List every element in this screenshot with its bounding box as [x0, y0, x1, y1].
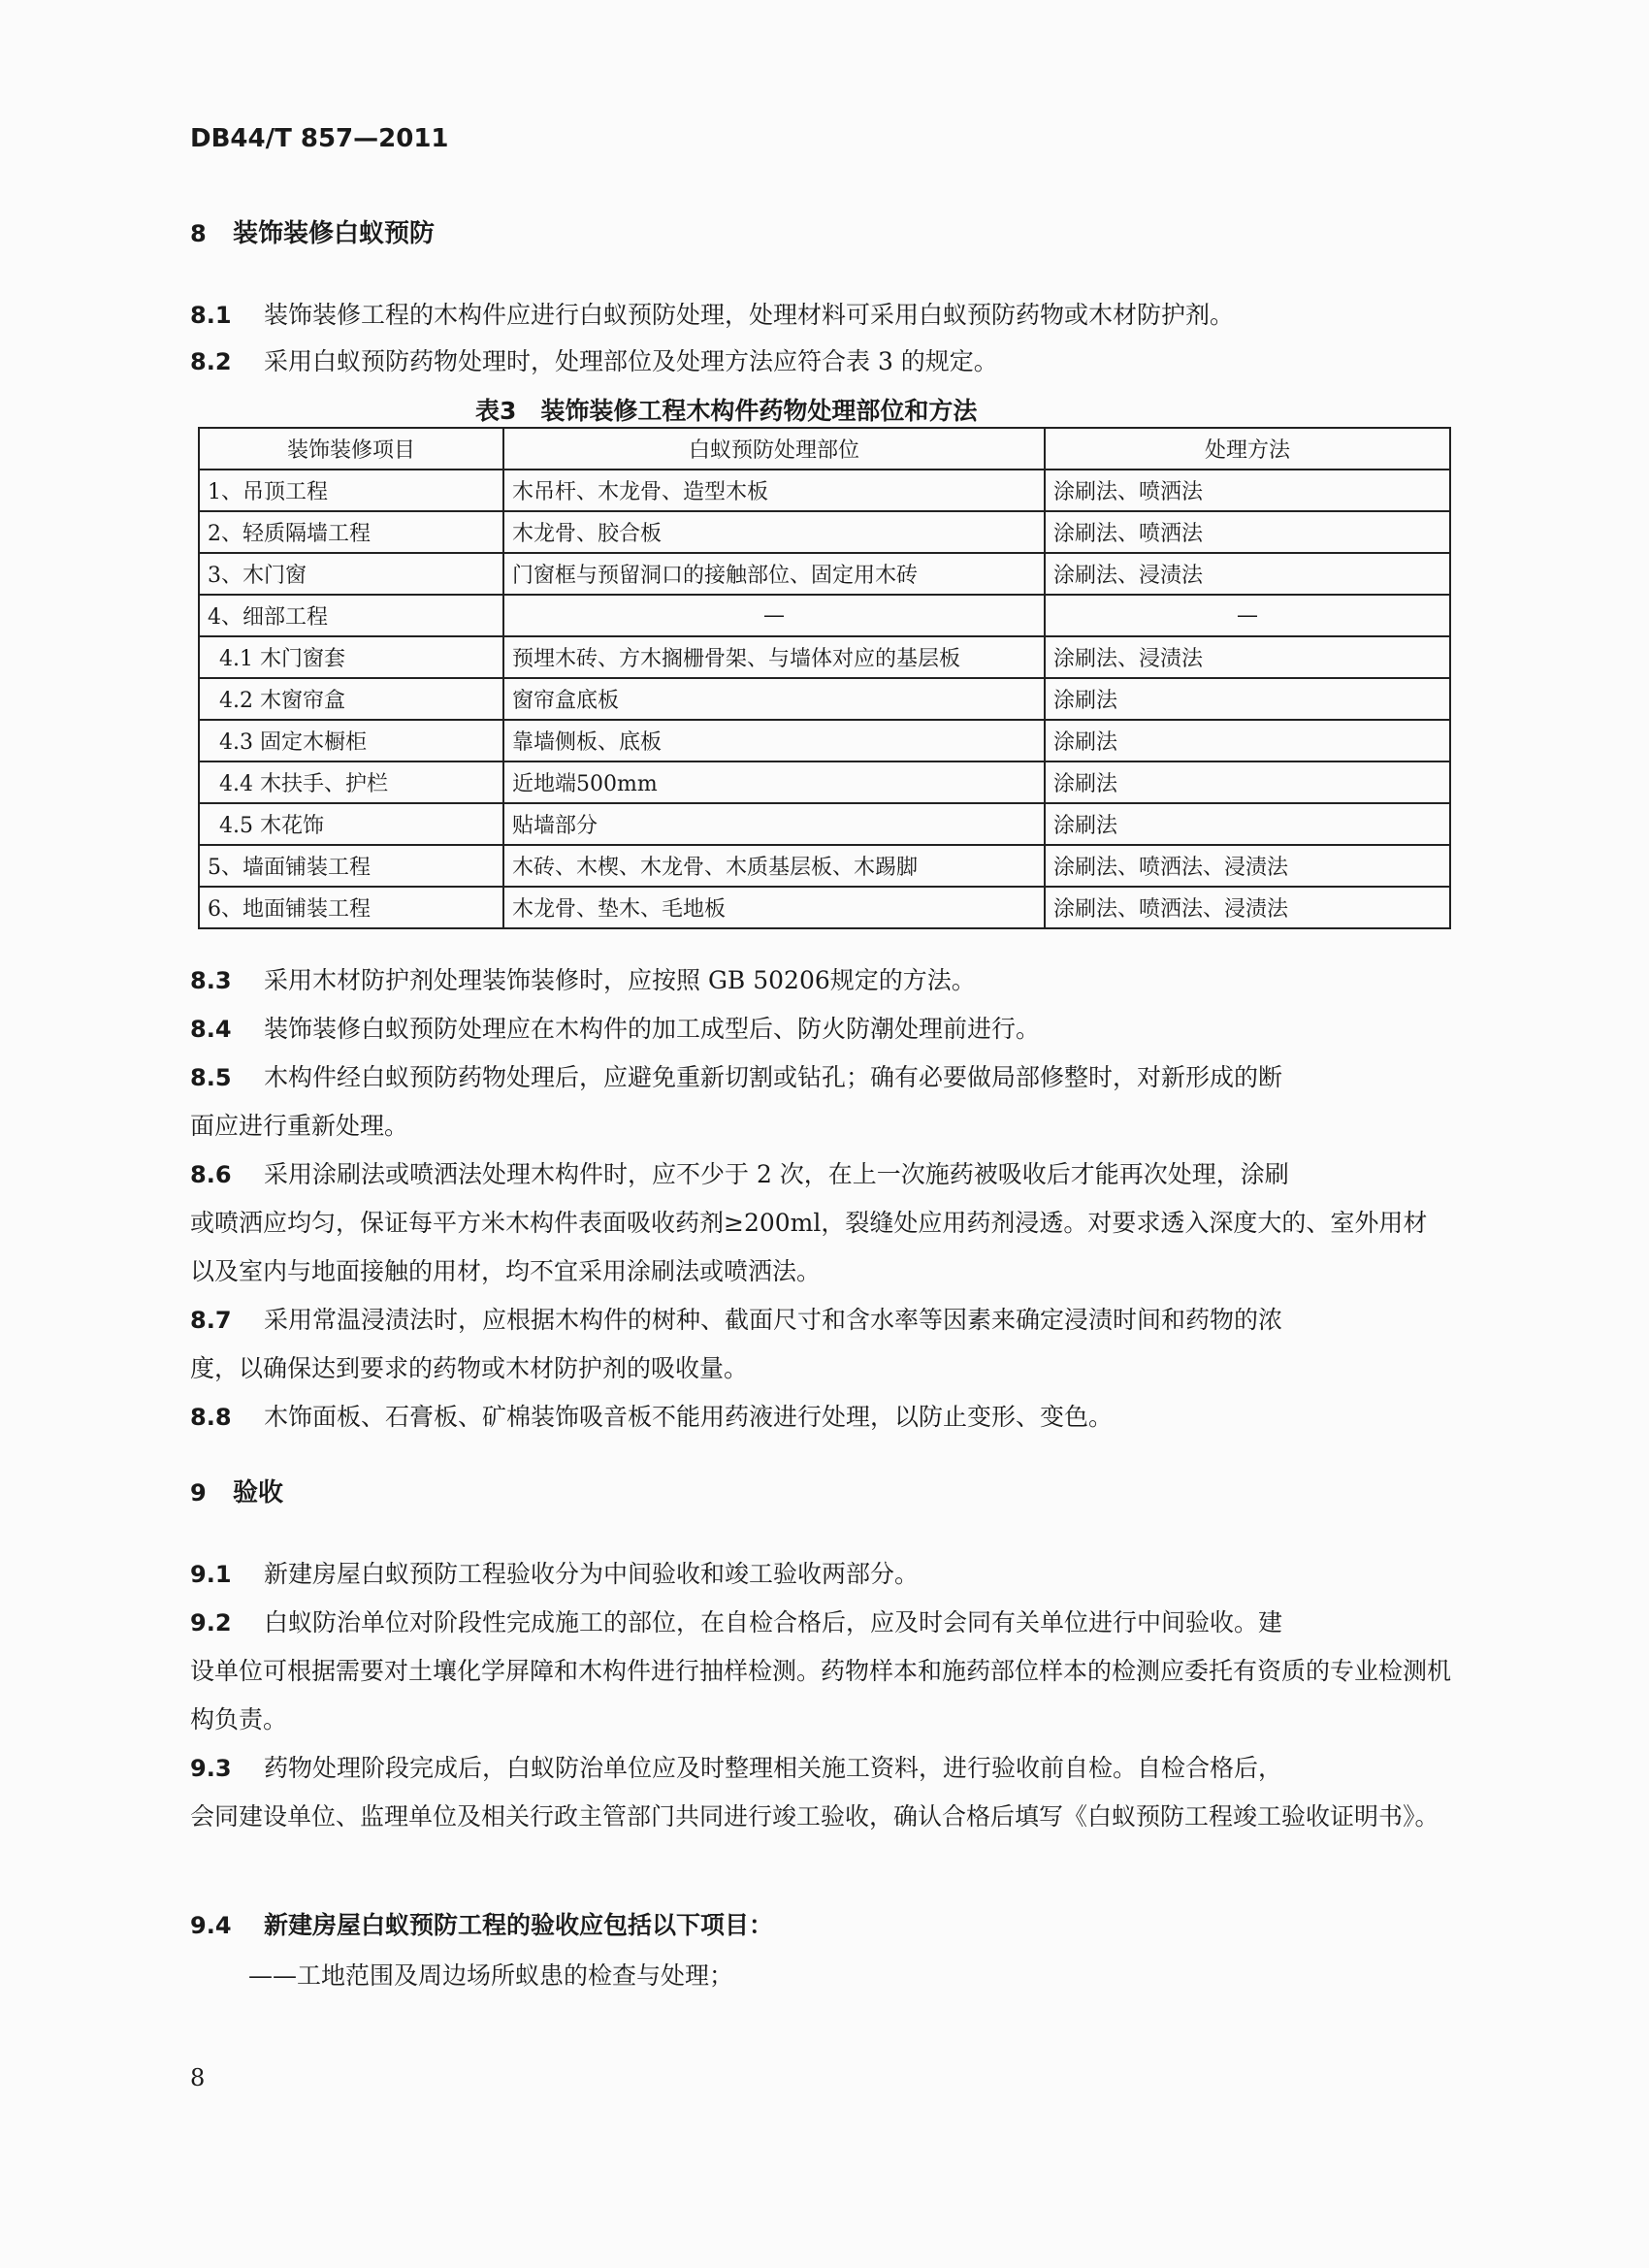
- clause-text-continued: 设单位可根据需要对土壤化学屏障和木构件进行抽样检测。药物样本和施药部位样本的检测应委托有资质的专业检测机构负责。: [190, 1657, 1452, 1733]
- clause-number: 8.3: [190, 967, 232, 994]
- table-row: [199, 636, 1450, 678]
- table-cell: 涂刷法: [1045, 678, 1450, 720]
- table-cell: 涂刷法: [1045, 761, 1450, 803]
- table-cell: 贴墙部分: [503, 803, 1045, 845]
- table-cell: 木吊杆、木龙骨、造型木板: [503, 470, 1045, 511]
- table-cell: 预埋木砖、方木搁栅骨架、与墙体对应的基层板: [503, 636, 1045, 678]
- table-cell: 窗帘盒底板: [503, 678, 1045, 720]
- paragraph-9-2: [190, 1599, 1451, 1744]
- clause-number: 8.5: [190, 1064, 232, 1091]
- section-title: 装饰装修白蚁预防: [233, 219, 436, 248]
- clause-number: 8.8: [190, 1404, 232, 1431]
- table-cell: 4、细部工程: [199, 595, 503, 636]
- table-cell: 3、木门窗: [199, 553, 503, 595]
- clause-text: 木饰面板、石膏板、矿棉装饰吸音板不能用药液进行处理，以防止变形、变色。: [264, 1403, 1114, 1431]
- paragraph-8-4: [190, 1005, 1451, 1053]
- table-row: [199, 678, 1450, 720]
- paragraph-9-1: [190, 1550, 1451, 1599]
- list-item: ——工地范围及周边场所蚁患的检查与处理；: [248, 1961, 734, 1990]
- table-cell: 4.4 木扶手、护栏: [199, 761, 503, 803]
- clause-number: 8.2: [190, 348, 232, 375]
- clause-number: 9.1: [190, 1561, 232, 1588]
- standard-code: DB44/T 857—2011: [190, 124, 449, 153]
- table-cell: 木龙骨、垫木、毛地板: [503, 887, 1045, 928]
- table-header-row: [199, 428, 1450, 470]
- clause-text-continued: 度，以确保达到要求的药物或木材防护剂的吸收量。: [190, 1354, 749, 1382]
- clause-text: 采用白蚁预防药物处理时，处理部位及处理方法应符合表 3 的规定。: [264, 347, 998, 375]
- clause-number: 8.1: [190, 302, 232, 329]
- header-cell: 装饰装修项目: [199, 428, 503, 470]
- table-cell: 4.1 木门窗套: [199, 636, 503, 678]
- table-cell: 靠墙侧板、底板: [503, 720, 1045, 761]
- header-cell: 处理方法: [1045, 428, 1450, 470]
- table-cell: 2、轻质隔墙工程: [199, 511, 503, 553]
- table-cell: 涂刷法: [1045, 803, 1450, 845]
- table-row: [199, 887, 1450, 928]
- table-cell: 近地端500mm: [503, 761, 1045, 803]
- table-cell: 木龙骨、胶合板: [503, 511, 1045, 553]
- section-number: 9: [190, 1479, 207, 1507]
- paragraph-8-5: [190, 1053, 1451, 1150]
- table-cell: 6、地面铺装工程: [199, 887, 503, 928]
- paragraph-8-7: [190, 1296, 1451, 1393]
- paragraph-8-1: [190, 291, 1451, 340]
- table-cell: —: [503, 595, 1045, 636]
- table-cell: 涂刷法、浸渍法: [1045, 636, 1450, 678]
- section-8-heading: [190, 213, 435, 249]
- paragraph-8-6: [190, 1150, 1451, 1296]
- section-title: 验收: [233, 1478, 284, 1507]
- clause-text: 木构件经白蚁预防药物处理后，应避免重新切割或钻孔；确有必要做局部修整时，对新形成的断: [264, 1063, 1283, 1091]
- clause-text: 白蚁防治单位对阶段性完成施工的部位，在自检合格后，应及时会同有关单位进行中间验收。建: [264, 1608, 1283, 1636]
- page-number: 8: [190, 2064, 206, 2091]
- clause-text: 药物处理阶段完成后，白蚁防治单位应及时整理相关施工资料，进行验收前自检。自检合格后，: [264, 1754, 1283, 1782]
- clause-text: 采用木材防护剂处理装饰装修时，应按照 GB 50206规定的方法。: [264, 966, 976, 994]
- paragraph-9-3: [190, 1744, 1451, 1841]
- table-caption: 表3 装饰装修工程木构件药物处理部位和方法: [475, 397, 978, 425]
- header-cell: 白蚁预防处理部位: [503, 428, 1045, 470]
- clause-text: 新建房屋白蚁预防工程的验收应包括以下项目：: [264, 1911, 774, 1939]
- clause-number: 8.6: [190, 1161, 232, 1188]
- clause-text-continued: 会同建设单位、监理单位及相关行政主管部门共同进行竣工验收，确认合格后填写《白蚁预防工程竣工验收证明书》。: [190, 1802, 1439, 1831]
- clause-number: 9.4: [190, 1912, 232, 1939]
- clause-number: 8.7: [190, 1307, 232, 1334]
- table-cell: 4.5 木花饰: [199, 803, 503, 845]
- table-cell: 4.3 固定木橱柜: [199, 720, 503, 761]
- paragraph-8-8: [190, 1393, 1451, 1442]
- treatment-table: [198, 427, 1451, 929]
- table-cell: 涂刷法、喷洒法、浸渍法: [1045, 845, 1450, 887]
- table-cell: 涂刷法: [1045, 720, 1450, 761]
- table-row: [199, 845, 1450, 887]
- table-cell: 涂刷法、浸渍法: [1045, 553, 1450, 595]
- section-9-heading: [190, 1473, 283, 1508]
- table-row: [199, 720, 1450, 761]
- table-row: [199, 511, 1450, 553]
- clause-text: 采用常温浸渍法时，应根据木构件的树种、截面尺寸和含水率等因素来确定浸渍时间和药物的浓: [264, 1306, 1283, 1334]
- clause-number: 9.3: [190, 1755, 232, 1782]
- clause-number: 8.4: [190, 1016, 232, 1043]
- table-row: [199, 595, 1450, 636]
- clause-text: 新建房屋白蚁预防工程验收分为中间验收和竣工验收两部分。: [264, 1560, 920, 1588]
- table-cell: 涂刷法、喷洒法: [1045, 511, 1450, 553]
- table-cell: 涂刷法、喷洒法、浸渍法: [1045, 887, 1450, 928]
- clause-text: 采用涂刷法或喷洒法处理木构件时，应不少于 2 次，在上一次施药被吸收后才能再次处理，涂刷: [264, 1160, 1289, 1188]
- clause-number: 9.2: [190, 1609, 232, 1636]
- table-cell: —: [1045, 595, 1450, 636]
- table-cell: 涂刷法、喷洒法: [1045, 470, 1450, 511]
- paragraph-8-2: [190, 338, 1451, 386]
- table-cell: 木砖、木楔、木龙骨、木质基层板、木踢脚: [503, 845, 1045, 887]
- clause-text-continued: 面应进行重新处理。: [190, 1112, 409, 1140]
- clause-text-continued: 或喷洒应均匀，保证每平方米木构件表面吸收药剂≥200ml，裂缝处应用药剂浸透。对要求透入深度大的、室外用材以及室内与地面接触的用材，均不宜采用涂刷法或喷洒法。: [190, 1209, 1428, 1285]
- table-row: [199, 761, 1450, 803]
- clause-text: 装饰装修工程的木构件应进行白蚁预防处理，处理材料可采用白蚁预防药物或木材防护剂。: [264, 301, 1235, 329]
- paragraph-9-4: [190, 1901, 1451, 1950]
- clause-text: 装饰装修白蚁预防处理应在木构件的加工成型后、防火防潮处理前进行。: [264, 1015, 1041, 1043]
- table-row: [199, 553, 1450, 595]
- table-cell: 门窗框与预留洞口的接触部位、固定用木砖: [503, 553, 1045, 595]
- table-row: [199, 470, 1450, 511]
- table-cell: 5、墙面铺装工程: [199, 845, 503, 887]
- section-number: 8: [190, 220, 207, 247]
- table-cell: 4.2 木窗帘盒: [199, 678, 503, 720]
- table-cell: 1、吊顶工程: [199, 470, 503, 511]
- paragraph-8-3: [190, 956, 1451, 1005]
- table-row: [199, 803, 1450, 845]
